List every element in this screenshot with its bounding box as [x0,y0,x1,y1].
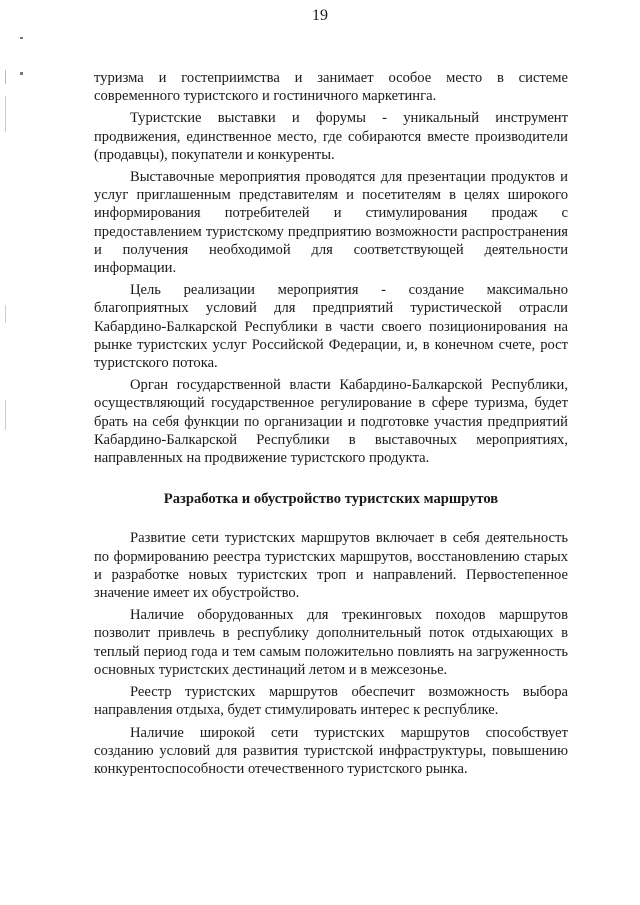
scan-mark [20,37,23,39]
paragraph: Цель реализации мероприятия - создание максимально благоприятных условий для предприятий туристической отрасли Кабардино-Балкарской Республики в части своего позиционирования на рынке туристских услуг Российской Федерации, и, в конечном счете, рост туристского потока. [94,282,568,372]
section-heading: Разработка и обустройство туристских маршрутов [163,491,499,508]
page-number: 19 [312,7,328,24]
scan-mark [5,400,6,430]
scan-mark [20,72,23,75]
paragraph: Туристские выставки и форумы - уникальный инструмент продвижения, единственное место, где собираются вместе производители (продавцы), покупатели и конкуренты. [94,110,568,163]
scan-mark [5,305,6,323]
paragraph: Выставочные мероприятия проводятся для презентации продуктов и услуг приглашенным представителям и посетителям в целях широкого информирования потребителей и стимулирования продаж с предоставлением туристскому предприятию возможности распространения и получения необходимой для соответствующей деятельности информации. [94,169,568,277]
paragraph: Реестр туристских маршрутов обеспечит возможность выбора направления отдыха, будет стимулировать интерес к республике. [94,684,568,719]
scan-mark [5,70,6,84]
paragraph: туризма и гостеприимства и занимает особое место в системе современного туристского и гостиничного маркетинга. [94,70,568,105]
paragraph: Наличие широкой сети туристских маршрутов способствует созданию условий для развития туристской инфраструктуры, повышению конкурентоспособности отечественного туристского рынка. [94,724,568,777]
paragraph: Наличие оборудованных для трекинговых походов маршрутов позволит привлечь в республику дополнительный поток отдыхающих в теплый период года и тем самым положительно повлиять на загруженность основных туристских дестинаций летом и в межсезонье. [94,607,568,678]
paragraph: Орган государственной власти Кабардино-Балкарской Республики, осуществляющий государственное регулирование в сфере туризма, будет брать на себя функции по организации и подготовке участия предприятий Кабардино-Балкарской Республики в выставочных мероприятиях, направленных на продвижение туристского продукта. [94,377,568,467]
document-body [94,69,568,782]
scan-mark [5,96,6,132]
paragraph: Развитие сети туристских маршрутов включает в себя деятельность по формированию реестра туристских маршрутов, восстановлению старых и разработке новых туристских троп и направлений. Первостепенное значение имеет их обустройство. [94,530,568,602]
